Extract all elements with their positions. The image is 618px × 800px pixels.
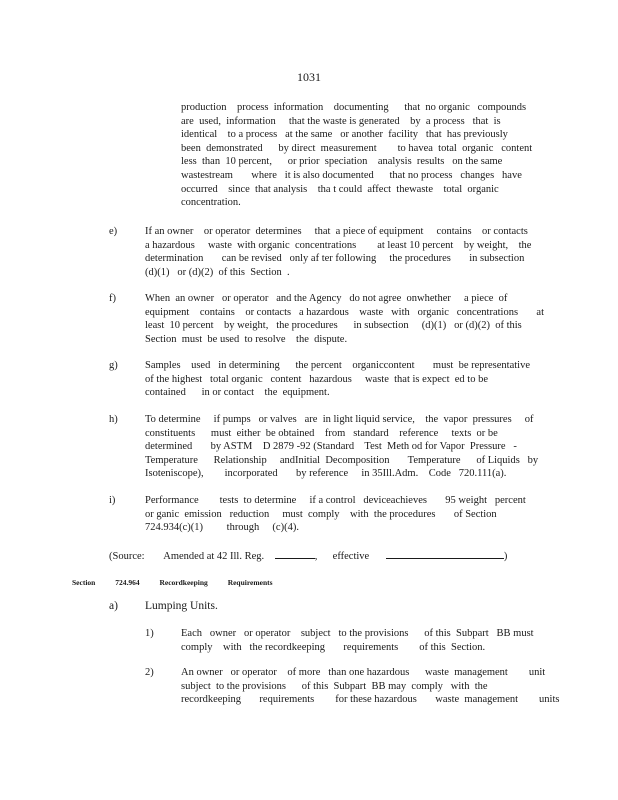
text-line: constituents must either be obtained from standard reference texts or be: [145, 427, 498, 439]
text-line: determination can be revised only af ter following the procedures in subsection: [145, 253, 525, 265]
source-close: ): [503, 551, 508, 562]
register-number-blank: [275, 548, 315, 559]
text-line: concentration.: [181, 197, 241, 209]
text-line: been demonstrated by direct measurement to havea total organic content: [181, 142, 533, 154]
text-line: determined by ASTM D 2879 -92 (Standard Test Meth od for Vapor Pressure -: [145, 441, 517, 453]
text-line: When an owner or operator and the Agency do not agree onwhether a piece of: [145, 293, 508, 304]
item-label-h: h): [109, 414, 118, 425]
item-h-paragraph: [145, 413, 538, 481]
text-line: or ganic emission reduction must comply with the procedures of Section: [145, 508, 497, 520]
subsection-title: Lumping Units.: [145, 600, 218, 612]
source-note: (Source: Amended at 42 Ill. Reg. , effective ): [109, 548, 507, 562]
text-line: less than 10 percent, or prior speciation analysis results on the same: [181, 156, 503, 168]
text-line: To determine if pumps or valves are in light liquid service, the vapor pressures of: [145, 414, 534, 425]
text-line: Each owner or operator subject to the provisions of this Subpart BB must: [181, 628, 534, 639]
text-line: are used, information that the waste is generated by a process that is: [181, 115, 501, 127]
item-g-paragraph: [145, 359, 530, 400]
source-text: Amended at 42 Ill. Reg.: [163, 551, 265, 562]
page-number: 1031: [297, 70, 321, 84]
text-line: production process information documenting that no organic compounds: [181, 102, 527, 113]
section-number: 724.964: [115, 578, 140, 587]
section-title-word-2: Requirements: [227, 578, 273, 587]
sub-item-label-1: 1): [145, 628, 154, 639]
section-title-word-1: Recordkeeping: [159, 578, 208, 587]
text-line: Isoteniscope), incorporated by reference in 35Ill.Adm. Code 720.111(a).: [145, 468, 507, 480]
item-label-f: f): [109, 293, 116, 304]
section-heading: [72, 578, 291, 587]
source-effective: effective: [332, 551, 370, 562]
source-prefix: (Source:: [109, 551, 145, 562]
text-line: An owner or operator of more than one hazardous waste management unit: [181, 667, 546, 678]
item-e-paragraph: [145, 225, 531, 279]
continuation-paragraph: [181, 101, 532, 210]
text-line: equipment contains or contacts a hazardous waste with organic concentrations at: [145, 306, 544, 318]
item-label-i: i): [109, 495, 116, 506]
text-line: a hazardous waste with organic concentrations at least 10 percent by weight, the: [145, 239, 532, 251]
section-word: Section: [72, 578, 96, 587]
item-label-g: g): [109, 360, 118, 371]
text-line: contained in or contact the equipment.: [145, 387, 330, 399]
text-line: (d)(1) or (d)(2) of this Section .: [145, 266, 290, 278]
text-line: If an owner or operator determines that a piece of equipment contains or contacts: [145, 226, 528, 237]
text-line: 724.934(c)(1) through (c)(4).: [145, 522, 299, 534]
item-f-paragraph: [145, 292, 544, 346]
text-line: of the highest total organic content hazardous waste that is expect ed to be: [145, 373, 488, 385]
text-line: Section must be used to resolve the dispute.: [145, 333, 348, 345]
text-line: occurred since that analysis tha t could affect thewaste total organic: [181, 183, 499, 195]
text-line: subject to the provisions of this Subpart BB may comply with the: [181, 680, 488, 692]
item-label-e: e): [109, 226, 118, 237]
text-line: Performance tests to determine if a control deviceachieves 95 weight percent: [145, 495, 526, 506]
text-line: identical to a process at the same or another facility that has previously: [181, 129, 508, 141]
sub-item-1-paragraph: [181, 627, 534, 654]
sub-item-2-paragraph: [181, 666, 559, 707]
text-line: comply with the recordkeeping requirements of this Section.: [181, 641, 486, 653]
text-line: wastestream where it is also documented that no process changes have: [181, 169, 522, 181]
sub-item-label-2: 2): [145, 667, 154, 678]
text-line: Samples used in determining the percent organiccontent must be representative: [145, 360, 530, 371]
text-line: least 10 percent by weight, the procedures in subsection (d)(1) or (d)(2) of this: [145, 320, 522, 332]
text-line: Temperature Relationship andInitial Decomposition Temperature of Liquids by: [145, 454, 539, 466]
effective-date-blank: [386, 548, 504, 559]
item-i-paragraph: [145, 494, 526, 535]
subsection-label-a: a): [109, 600, 118, 612]
text-line: recordkeeping requirements for these hazardous waste management units: [181, 694, 560, 706]
